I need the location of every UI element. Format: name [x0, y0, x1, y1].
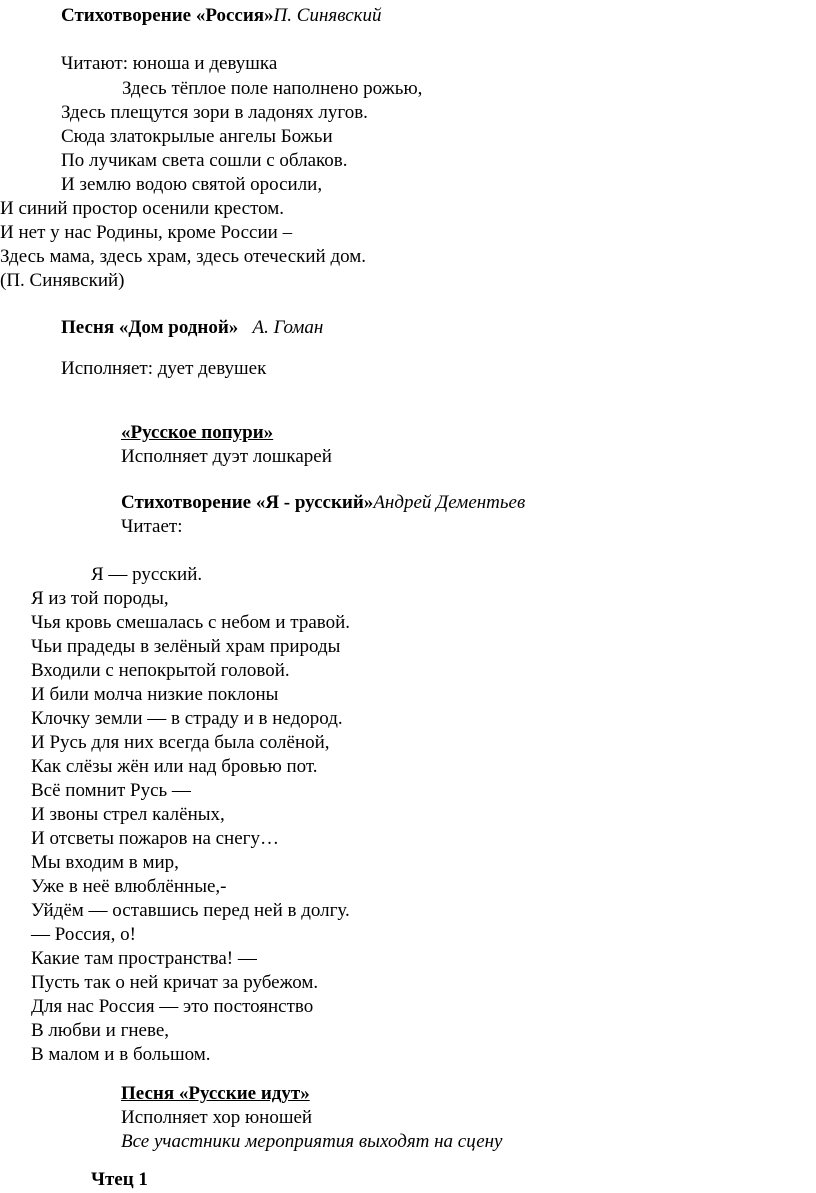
poem2-line: И отсветы пожаров на снегу…	[31, 828, 279, 849]
section3-title: «Русское попури»	[121, 422, 274, 443]
poem2-line: Входили с непокрытой головой.	[31, 660, 290, 681]
poem2-line: Чья кровь смешалась с небом и травой.	[31, 612, 351, 633]
poem2-line: И били молча низкие поклоны	[31, 684, 279, 705]
section4-title: Стихотворение «Я - русский»	[121, 492, 374, 513]
section1-author: П. Синявский	[273, 5, 382, 26]
section4-author: Андрей Дементьев	[373, 492, 526, 513]
poem2-line: Я из той породы,	[31, 588, 169, 609]
poem2-line: Клочку земли — в страду и в недород.	[31, 708, 343, 729]
poem1-line: Здесь мама, здесь храм, здесь отеческий дом.	[0, 246, 367, 267]
poem2-line: В малом и в большом.	[31, 1044, 211, 1065]
poem1-line: Здесь плещутся зори в ладонях лугов.	[61, 102, 368, 123]
poem2-line: — Россия, о!	[31, 924, 136, 945]
poem1-line: И землю водою святой оросили,	[61, 174, 323, 195]
poem2-line: Для нас Россия — это постоянство	[31, 996, 314, 1017]
poem1-attribution: (П. Синявский)	[0, 270, 125, 291]
poem1-line: Сюда златокрылые ангелы Божьи	[61, 126, 333, 147]
section2-performer: Исполняет: дует девушек	[61, 358, 267, 379]
section3-performer: Исполняет дуэт лошкарей	[121, 446, 332, 467]
poem1-line: По лучикам света сошли с облаков.	[61, 150, 348, 171]
section5-note: Все участники мероприятия выходят на сцену	[121, 1131, 503, 1152]
section4-performer: Читает:	[121, 516, 183, 537]
section5-title: Песня «Русские идут»	[121, 1083, 310, 1104]
poem2-line: Уже в неё влюблённые,-	[31, 876, 227, 897]
poem2-line: И звоны стрел калёных,	[31, 804, 225, 825]
reader-label: Чтец 1	[91, 1169, 148, 1190]
poem2-line: Пусть так о ней кричат за рубежом.	[31, 972, 319, 993]
poem2-line: В любви и гневе,	[31, 1020, 170, 1041]
poem2-line: Всё помнит Русь —	[31, 780, 191, 801]
poem2-line: Какие там пространства! —	[31, 948, 257, 969]
poem1-line: И синий простор осенили крестом.	[0, 198, 285, 219]
poem2-line: Я — русский.	[91, 564, 203, 585]
poem2-line: Как слёзы жён или над бровью пот.	[31, 756, 318, 777]
section1-performer: Читают: юноша и девушка	[61, 53, 278, 74]
section2-heading	[61, 316, 323, 340]
section1-heading	[61, 4, 382, 28]
section5-performer: Исполняет хор юношей	[121, 1107, 313, 1128]
section2-title: Песня «Дом родной»	[61, 317, 239, 338]
section1-title: Стихотворение «Россия»	[61, 5, 274, 26]
section4-heading	[121, 491, 525, 515]
poem2-line: Уйдём — оставшись перед ней в долгу.	[31, 900, 350, 921]
poem2-line: Чьи прадеды в зелёный храм природы	[31, 636, 341, 657]
poem1-line: И нет у нас Родины, кроме России –	[0, 222, 293, 243]
poem2-line: И Русь для них всегда была солёной,	[31, 732, 330, 753]
poem2-line: Мы входим в мир,	[31, 852, 179, 873]
poem1-line: Здесь тёплое поле наполнено рожью,	[122, 78, 423, 99]
section2-author: А. Гоман	[252, 317, 324, 338]
